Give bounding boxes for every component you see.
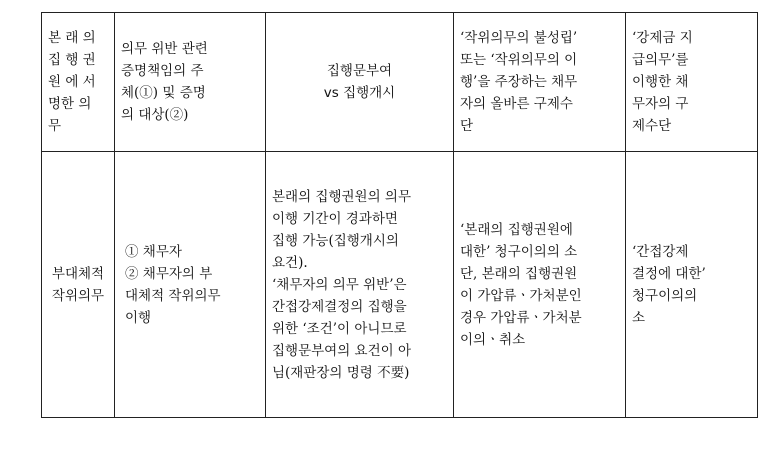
header-line: 집 행 권: [48, 52, 96, 68]
cell-line: 이행: [125, 309, 152, 326]
header-line: 급의무’를: [632, 52, 689, 68]
row-burden-of-proof: [115, 152, 266, 418]
header-burden-of-proof: [115, 13, 266, 152]
cell-line: 결정에 대한’: [632, 265, 706, 282]
header-line: 증명책임의 주: [121, 63, 204, 79]
header-line: 집행문부여: [326, 63, 393, 79]
cell-line: ‘채무자의 의무 위반’은: [272, 276, 407, 293]
table-header-row: [42, 13, 758, 152]
cell-line: 본래의 집행권원의 의무: [272, 188, 411, 205]
cell-line: 집행문부여의 요건이 아: [272, 342, 411, 359]
legal-remedies-table: [41, 12, 758, 418]
cell-line: 이의ㆍ취소: [460, 331, 526, 348]
cell-line: 이행 기간이 경과하면: [272, 210, 398, 227]
cell-line: 이 가압류ㆍ가처분인: [460, 287, 582, 304]
header-line: ‘작위의무의 불성립’: [460, 30, 578, 46]
header-line: 자의 올바른 구제수: [460, 96, 573, 112]
cell-line: 부대체적: [51, 265, 105, 282]
header-line: 체(①) 및 증명: [121, 85, 206, 101]
header-line: 단: [460, 118, 474, 134]
header-line: 행’을 주장하는 채무: [460, 74, 578, 90]
header-line: 원 에 서: [48, 74, 96, 90]
header-line: vs 집행개시: [323, 85, 396, 101]
cell-line: 대체적 작위의무: [125, 287, 221, 304]
header-debtor-remedy: [454, 13, 626, 152]
cell-line: ‘본래의 집행권원에: [460, 221, 573, 238]
cell-line: 집행 가능(집행개시의: [272, 232, 399, 249]
cell-line: 청구이의의: [632, 287, 698, 304]
cell-line: ② 채무자의 부: [125, 265, 213, 282]
cell-line: 요건).: [272, 254, 308, 271]
header-line: 무자의 구: [632, 96, 689, 112]
row-obligation-type: [42, 152, 115, 418]
cell-line: ① 채무자: [125, 243, 182, 260]
row-execution-clause: [266, 152, 454, 418]
cell-line: 소: [632, 309, 646, 326]
cell-line: 간접강제결정의 집행을: [272, 298, 407, 315]
cell-line: 단, 본래의 집행권원: [460, 265, 578, 282]
cell-line: 대한’ 청구이의의 소: [460, 243, 578, 260]
header-line: 제수단: [632, 118, 672, 134]
cell-line: 경우 가압류ㆍ가처분: [460, 309, 582, 326]
header-obligation-type: [42, 13, 115, 152]
header-line: 이행한 채: [632, 74, 689, 90]
header-line: 본 래 의: [48, 30, 96, 46]
row-debtor-remedy: [454, 152, 626, 418]
header-payment-remedy: [626, 13, 758, 152]
header-line: 무: [48, 118, 62, 134]
table-row: [42, 152, 758, 418]
cell-line: ‘간접강제: [632, 243, 689, 260]
header-line: 의 대상(②): [121, 107, 189, 123]
header-line: 또는 ‘작위의무의 이: [460, 52, 578, 68]
header-line: 의무 위반 관련: [121, 41, 208, 57]
header-line: 명한 의: [48, 96, 92, 112]
header-line: ‘강제금 지: [632, 30, 693, 46]
cell-line: 작위의무: [51, 287, 105, 304]
header-execution-clause: [266, 13, 454, 152]
row-payment-remedy: [626, 152, 758, 418]
cell-line: 님(재판장의 명령 不要): [272, 364, 410, 381]
cell-line: 위한 ‘조건’이 아니므로: [272, 320, 407, 337]
